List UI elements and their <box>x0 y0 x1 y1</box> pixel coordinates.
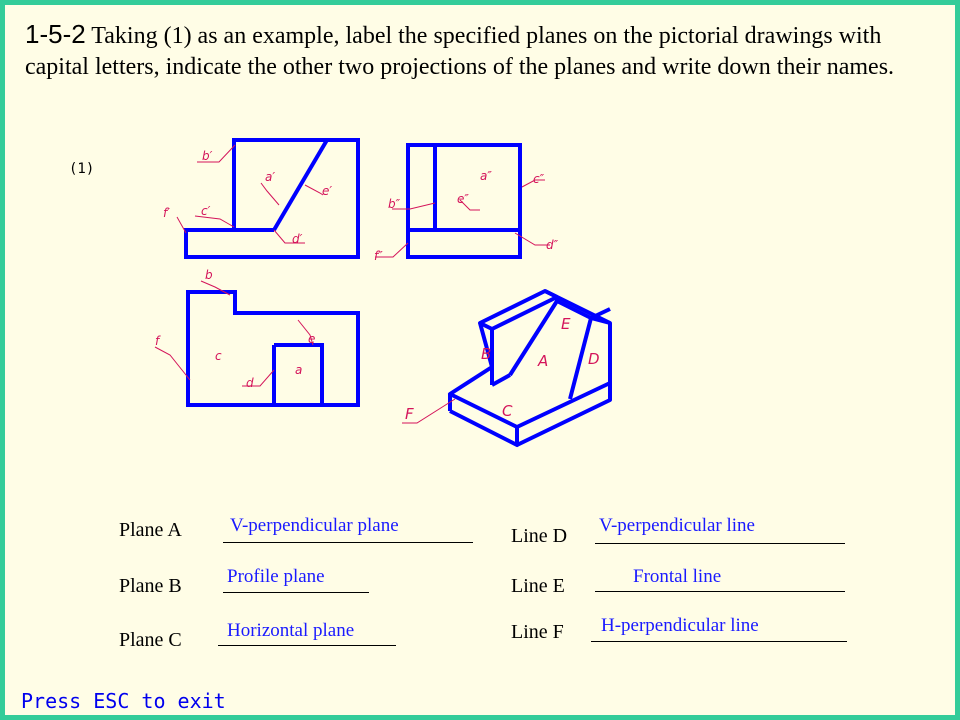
front-label-a: a′ <box>265 170 276 184</box>
problem-number: 1-5-2 <box>25 19 86 49</box>
exit-hint[interactable]: Press ESC to exit <box>21 689 226 713</box>
line-d-label: Line D <box>511 525 568 547</box>
plane-b-answer: Profile plane <box>227 566 325 587</box>
pictorial-label-A: A <box>538 352 549 370</box>
top-label-e: e <box>308 332 316 346</box>
plane-c-label: Plane C <box>119 629 182 651</box>
side-label-c: c″ <box>533 172 545 186</box>
line-f-answer: H-perpendicular line <box>601 615 759 636</box>
pictorial-label-B: B <box>481 345 492 363</box>
front-label-b: b′ <box>202 149 213 163</box>
figure-number: (1) <box>69 161 95 177</box>
line-d-answer: V-perpendicular line <box>599 515 755 536</box>
side-label-b: b″ <box>388 197 401 211</box>
front-label-d: d′ <box>292 232 303 246</box>
problem-text: Taking (1) as an example, label the specified planes on the pictorial drawings with capital letters, indicate the other two projections of the planes and write down their names. <box>25 23 895 80</box>
plane-a-underline <box>223 542 473 543</box>
pictorial-label-E: E <box>561 315 571 333</box>
pictorial-label-C: C <box>502 402 513 420</box>
top-label-f: f <box>155 334 160 348</box>
front-label-f: f′ <box>163 206 170 220</box>
side-label-f: f″ <box>374 249 383 263</box>
side-label-e: e″ <box>457 192 469 206</box>
plane-b-label: Plane B <box>119 575 182 597</box>
line-f-underline <box>591 641 847 642</box>
front-label-e: e′ <box>322 184 333 198</box>
line-e-label: Line E <box>511 575 565 597</box>
side-label-d: d″ <box>546 238 559 252</box>
pictorial-label-D: D <box>588 350 600 368</box>
line-d-underline <box>595 543 845 544</box>
top-view <box>188 292 358 405</box>
side-label-a: a″ <box>480 169 492 183</box>
line-e-underline <box>595 591 845 592</box>
top-label-c: c <box>215 349 222 363</box>
top-label-d: d <box>246 376 254 390</box>
plane-a-answer: V-perpendicular plane <box>230 515 399 536</box>
plane-b-underline <box>223 592 369 593</box>
line-e-answer: Frontal line <box>633 566 722 587</box>
plane-c-underline <box>218 645 396 646</box>
front-label-c: c′ <box>201 204 211 218</box>
pictorial-label-F: F <box>405 405 414 423</box>
line-f-label: Line F <box>511 621 564 643</box>
top-label-b: b <box>205 268 213 282</box>
orthographic-drawing <box>5 5 955 715</box>
pictorial-view <box>450 291 610 445</box>
plane-c-answer: Horizontal plane <box>227 620 355 641</box>
top-label-a: a <box>295 363 303 377</box>
plane-a-label: Plane A <box>119 519 182 541</box>
